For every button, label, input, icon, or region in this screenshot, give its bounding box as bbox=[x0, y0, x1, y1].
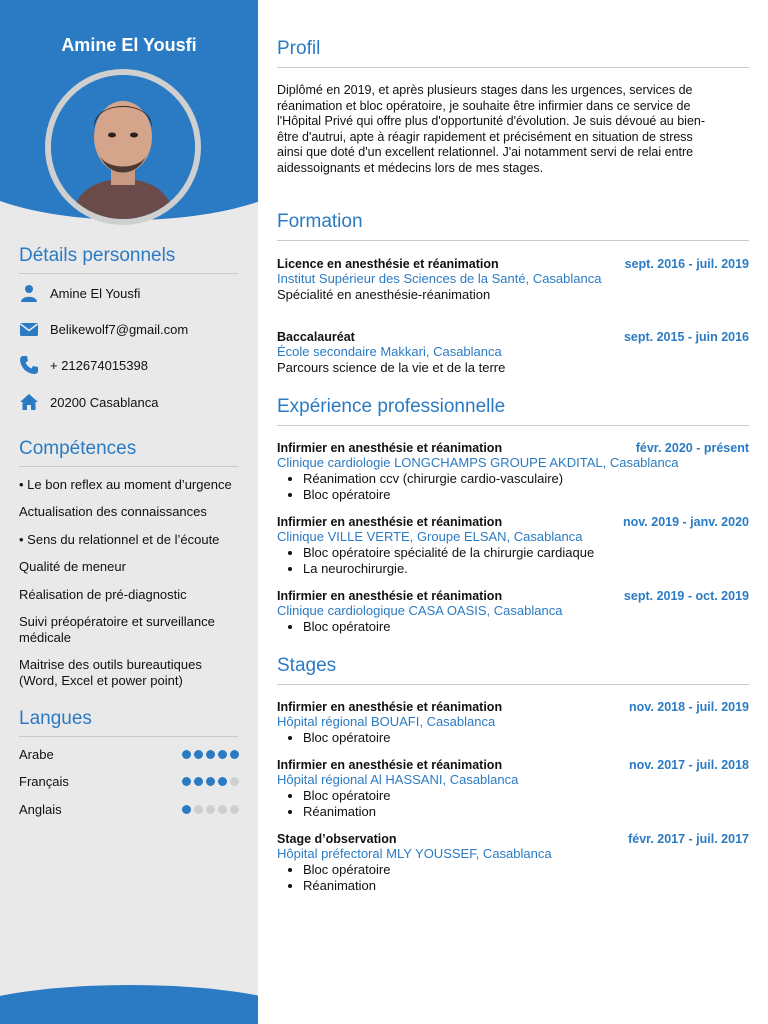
contact-name bbox=[19, 283, 249, 303]
language-row bbox=[19, 774, 239, 789]
contact-phone-text: + 212674015398 bbox=[50, 357, 148, 373]
bullet-item: • Bloc opératoire bbox=[303, 862, 749, 878]
entry-date: févr. 2020 - présent bbox=[635, 441, 749, 455]
entry-date: sept. 2015 - juin 2016 bbox=[623, 330, 749, 344]
skill-item: Suivi préopératoire et surveillance médicale bbox=[19, 614, 215, 645]
entry-organization: Clinique cardiologique CASA OASIS, Casablanca bbox=[277, 603, 563, 618]
skill-item: Qualité de meneur bbox=[19, 559, 126, 574]
entry-bullets bbox=[277, 730, 749, 746]
level-dot-empty bbox=[218, 805, 227, 814]
formation-entry bbox=[277, 257, 749, 303]
formation-entry bbox=[277, 330, 749, 376]
language-name: Arabe bbox=[19, 747, 54, 762]
bullet-item: • Bloc opératoire bbox=[303, 487, 749, 503]
profile-text: Diplômé en 2019, et après plusieurs stages dans les urgences, services de réanimation et bloc opératoire, je souhaite être infirmier dans ce service de l'Hôpital Privé qui offre plus d'opportunité d'évolution. Je suis dévoué au bien-être d'autrui, apte à réagir rapidement et précisément en situation de stress ainsi que doté d'un excellent relationnel. J'ai notamment servi de relai entre aidessoignants et médecins lors de mes stages. bbox=[277, 83, 706, 175]
skill-item: • Le bon reflex au moment d’urgence bbox=[19, 477, 232, 492]
stage-entry bbox=[277, 832, 749, 893]
entry-title: Infirmier en anesthésie et réanimation bbox=[277, 515, 503, 529]
contact-email bbox=[19, 319, 249, 339]
skill-item: Actualisation des connaissances bbox=[19, 504, 207, 519]
entry-title: Infirmier en anesthésie et réanimation bbox=[277, 441, 503, 455]
entry-title: Stage d’observation bbox=[277, 832, 397, 846]
language-level bbox=[182, 750, 239, 759]
languages-heading: Langues bbox=[19, 708, 238, 737]
level-dot-filled bbox=[182, 777, 191, 786]
language-name: Anglais bbox=[19, 802, 62, 817]
language-level bbox=[182, 805, 239, 814]
level-dot-filled bbox=[218, 777, 227, 786]
level-dot-filled bbox=[206, 750, 215, 759]
skill-item: Réalisation de pré-diagnostic bbox=[19, 587, 187, 602]
envelope-icon bbox=[19, 319, 39, 339]
stages-heading: Stages bbox=[277, 655, 749, 685]
entry-description: Parcours science de la vie et de la terre bbox=[277, 360, 506, 375]
level-dot-empty bbox=[194, 805, 203, 814]
bullet-item: • Bloc opératoire bbox=[303, 788, 749, 804]
level-dot-filled bbox=[218, 750, 227, 759]
entry-title: Infirmier en anesthésie et réanimation bbox=[277, 700, 503, 714]
sidebar-footer-shape bbox=[0, 985, 258, 1024]
sidebar bbox=[0, 0, 258, 1024]
formation-heading: Formation bbox=[277, 211, 749, 241]
contact-address-text: 20200 Casablanca bbox=[50, 394, 159, 410]
contact-phone bbox=[19, 355, 249, 375]
avatar bbox=[51, 75, 195, 219]
level-dot-empty bbox=[230, 777, 239, 786]
bullet-item: • Réanimation bbox=[303, 804, 749, 820]
experience-entry bbox=[277, 441, 749, 502]
entry-date: nov. 2017 - juil. 2018 bbox=[629, 758, 749, 772]
entry-bullets bbox=[277, 862, 749, 893]
level-dot-filled bbox=[194, 777, 203, 786]
entry-bullets bbox=[277, 788, 749, 819]
entry-date: févr. 2017 - juil. 2017 bbox=[628, 832, 749, 846]
experience-heading: Expérience professionnelle bbox=[277, 396, 749, 426]
entry-title: Baccalauréat bbox=[277, 330, 355, 344]
contact-name-text: Amine El Yousfi bbox=[50, 285, 141, 301]
entry-date: nov. 2018 - juil. 2019 bbox=[629, 700, 749, 714]
entry-organization: Hôpital préfectoral MLY YOUSSEF, Casablanca bbox=[277, 846, 552, 861]
experience-entry bbox=[277, 515, 749, 576]
entry-organization: Institut Supérieur des Sciences de la Santé, Casablanca bbox=[277, 271, 602, 286]
home-icon bbox=[19, 392, 39, 412]
entry-date: nov. 2019 - janv. 2020 bbox=[623, 515, 749, 529]
level-dot-empty bbox=[230, 805, 239, 814]
language-name: Français bbox=[19, 774, 69, 789]
skill-item: • Sens du relationnel et de l’écoute bbox=[19, 532, 220, 547]
personal-details-heading: Détails personnels bbox=[19, 245, 238, 274]
bullet-item: • Réanimation bbox=[303, 878, 749, 894]
level-dot-filled bbox=[194, 750, 203, 759]
profile-photo bbox=[45, 69, 201, 225]
entry-title: Licence en anesthésie et réanimation bbox=[277, 257, 499, 271]
entry-bullets bbox=[277, 545, 749, 576]
language-level bbox=[182, 777, 239, 786]
language-row bbox=[19, 747, 239, 762]
bullet-item: • Bloc opératoire spécialité de la chirurgie cardiaque bbox=[303, 545, 749, 561]
entry-organization: École secondaire Makkari, Casablanca bbox=[277, 344, 502, 359]
entry-description: Spécialité en anesthésie-réanimation bbox=[277, 287, 491, 302]
entry-organization: Clinique cardiologie LONGCHAMPS GROUPE AKDITAL, Casablanca bbox=[277, 455, 679, 470]
portrait-illustration bbox=[51, 75, 195, 219]
contact-address bbox=[19, 392, 249, 412]
entry-bullets bbox=[277, 619, 749, 635]
bullet-item: • Réanimation ccv (chirurgie cardio-vasculaire) bbox=[303, 471, 749, 487]
level-dot-empty bbox=[206, 805, 215, 814]
stage-entry bbox=[277, 700, 749, 746]
entry-bullets bbox=[277, 471, 749, 502]
bullet-item: • Bloc opératoire bbox=[303, 619, 749, 635]
candidate-name: Amine El Yousfi bbox=[61, 35, 197, 55]
entry-date: sept. 2019 - oct. 2019 bbox=[623, 589, 749, 603]
entry-organization: Hôpital régional BOUAFI, Casablanca bbox=[277, 714, 496, 729]
skills-heading: Compétences bbox=[19, 438, 238, 467]
level-dot-filled bbox=[182, 805, 191, 814]
bullet-item: • Bloc opératoire bbox=[303, 730, 749, 746]
skill-item: Maitrise des outils bureautiques (Word, Excel et power point) bbox=[19, 657, 202, 688]
level-dot-filled bbox=[230, 750, 239, 759]
entry-title: Infirmier en anesthésie et réanimation bbox=[277, 758, 503, 772]
bullet-item: • La neurochirurgie. bbox=[303, 561, 749, 577]
entry-title: Infirmier en anesthésie et réanimation bbox=[277, 589, 503, 603]
language-row bbox=[19, 802, 239, 817]
phone-icon bbox=[19, 355, 39, 375]
contact-email-text: Belikewolf7@gmail.com bbox=[50, 321, 189, 337]
entry-organization: Clinique VILLE VERTE, Groupe ELSAN, Casablanca bbox=[277, 529, 583, 544]
person-icon bbox=[19, 283, 39, 303]
entry-date: sept. 2016 - juil. 2019 bbox=[624, 257, 749, 271]
experience-entry bbox=[277, 589, 749, 635]
stage-entry bbox=[277, 758, 749, 819]
level-dot-filled bbox=[206, 777, 215, 786]
entry-organization: Hôpital régional Al HASSANI, Casablanca bbox=[277, 772, 519, 787]
profile-heading: Profil bbox=[277, 38, 749, 68]
level-dot-filled bbox=[182, 750, 191, 759]
